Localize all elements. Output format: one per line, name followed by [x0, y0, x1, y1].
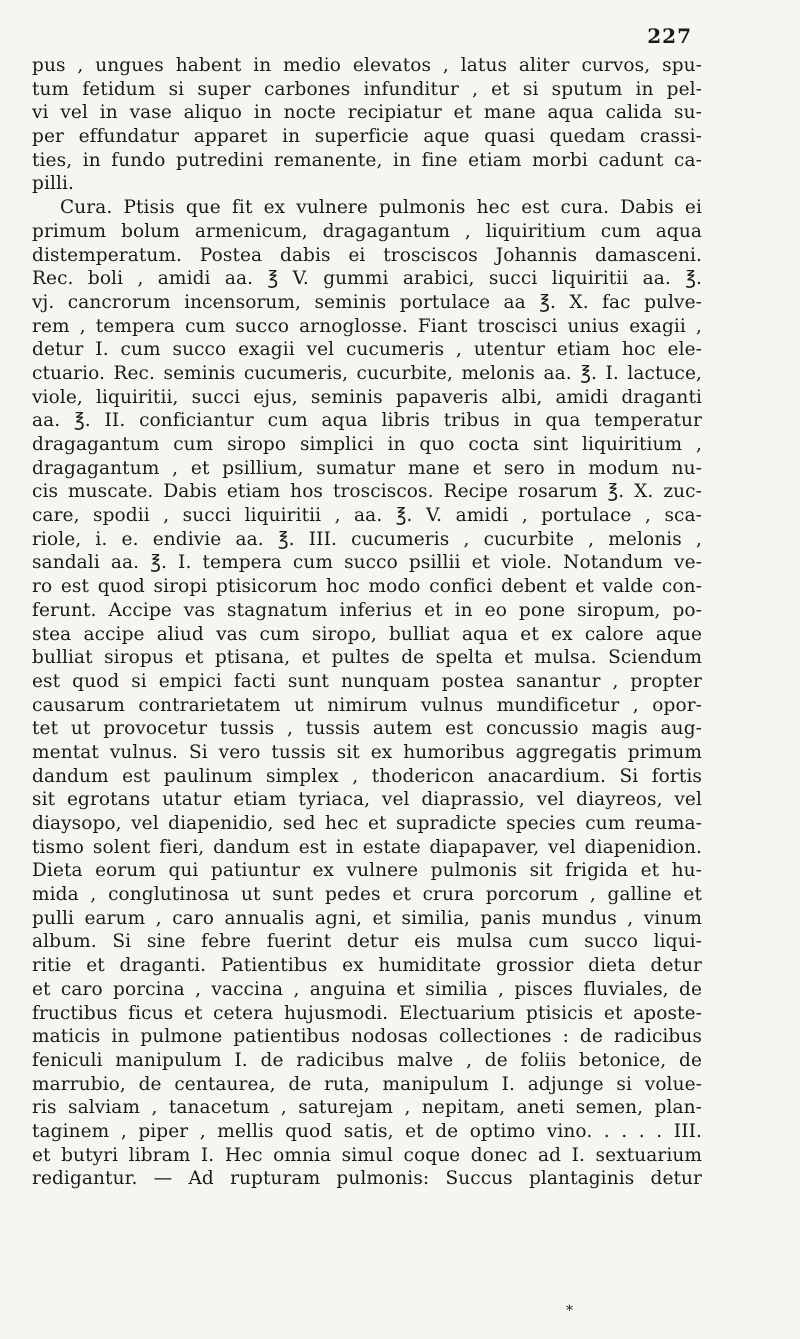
text-line: fructibus ficus et cetera hujusmodi. Electuarium ptisicis et aposte- — [32, 1002, 702, 1024]
text-line: Cura. Ptisis que fit ex vulnere pulmonis hec est cura. Dabis ei — [60, 197, 702, 219]
text-line: diaysopo, vel diapenidio, sed hec et supradicte species cum reuma- — [32, 813, 702, 834]
text-line: mida , conglutinosa ut sunt pedes et crura porcorum , galline et — [32, 884, 702, 906]
signature-marker: * — [566, 1303, 573, 1319]
text-line: per effundatur apparet in superficie aque quasi quedam crassi- — [32, 126, 702, 148]
text-line: Rec. boli , amidi aa. ℥ V. gummi arabici, succi liquiritii aa. ℥. — [32, 268, 702, 290]
text-line: tismo solent fieri, dandum est in estate diapapaver, vel diapenidion. — [32, 836, 702, 858]
text-line: vj. cancrorum incensorum, seminis portulace aa ℥. X. fac pulve- — [32, 291, 702, 313]
text-line: tet ut provocetur tussis , tussis autem est concussio magis aug- — [32, 718, 702, 740]
text-line: ties, in fundo putredini remanente, in fine etiam morbi cadunt ca- — [32, 149, 702, 171]
text-line: care, spodii , succi liquiritii , aa. ℥. V. amidi , portulace , sca- — [32, 505, 702, 527]
text-line: ris salviam , tanacetum , saturejam , nepitam, aneti semen, plan- — [32, 1097, 702, 1119]
text-line: sit egrotans utatur etiam tyriaca, vel diaprassio, vel diayreos, vel — [32, 789, 702, 811]
text-line: redigantur. — Ad rupturam pulmonis: Succus plantaginis detur — [32, 1168, 702, 1190]
text-line: viole, liquiritii, succi ejus, seminis papaveris albi, amidi draganti — [32, 386, 702, 408]
text-line: et butyri libram I. Hec omnia simul coque donec ad I. sextuarium — [32, 1144, 702, 1166]
text-line: dandum est paulinum simplex , thodericon anacardium. Si fortis — [32, 765, 702, 787]
text-line: dragagantum cum siropo simplici in quo cocta sint liquiritium , — [32, 434, 702, 455]
text-line: stea accipe aliud vas cum siropo, bulliat aqua et ex calore aque — [32, 623, 702, 645]
text-line: distemperatum. Postea dabis ei trosciscos Johannis damasceni. — [32, 244, 702, 266]
text-line: maticis in pulmone patientibus nodosas collectiones : de radicibus — [32, 1026, 702, 1048]
text-line: pulli earum , caro annualis agni, et similia, panis mundus , vinum — [32, 907, 702, 929]
text-line: Dieta eorum qui patiuntur ex vulnere pulmonis sit frigida et hu- — [32, 860, 702, 882]
text-line: ctuario. Rec. seminis cucumeris, cucurbite, melonis aa. ℥. I. lactuce, — [32, 362, 702, 384]
body-text — [32, 54, 702, 1191]
text-line: detur I. cum succo exagii vel cucumeris , utentur etiam hoc ele- — [32, 339, 702, 361]
text-line: sandali aa. ℥. I. tempera cum succo psillii et viole. Notandum ve- — [32, 552, 702, 574]
page-number: 227 — [647, 24, 692, 48]
text-line: cis muscate. Dabis etiam hos trosciscos. Recipe rosarum ℥. X. zuc- — [32, 481, 702, 503]
text-line: et caro porcina , vaccina , anguina et similia , pisces fluviales, de — [32, 978, 702, 1000]
text-line: vi vel in vase aliquo in nocte recipiatur et mane aqua calida su- — [32, 102, 702, 124]
text-line: bulliat siropus et ptisana, et pultes de spelta et mulsa. Sciendum — [32, 647, 702, 669]
text-line: est quod si empici facti sunt nunquam postea sanantur , propter — [32, 670, 702, 692]
text-line: ro est quod siropi ptisicorum hoc modo confici debent et valde con- — [32, 576, 702, 598]
text-line: album. Si sine febre fuerint detur eis mulsa cum succo liqui- — [32, 931, 702, 953]
text-line: marrubio, de centaurea, de ruta, manipulum I. adjunge si volue- — [32, 1073, 702, 1095]
text-line: tum fetidum si super carbones infunditur , et si sputum in pel- — [32, 78, 702, 100]
text-line: feniculi manipulum I. de radicibus malve , de foliis betonice, de — [32, 1049, 702, 1071]
text-line: riole, i. e. endivie aa. ℥. III. cucumeris , cucurbite , melonis , — [32, 528, 702, 550]
text-line: rem , tempera cum succo arnoglosse. Fiant troscisci unius exagii , — [32, 315, 702, 337]
text-line: pus , ungues habent in medio elevatos , latus aliter curvos, spu- — [32, 55, 702, 76]
text-line: aa. ℥. II. conficiantur cum aqua libris tribus in qua temperatur — [32, 410, 702, 432]
text-line: ritie et draganti. Patientibus ex humiditate grossior dieta detur — [32, 955, 702, 977]
text-line: pilli. — [32, 173, 74, 195]
text-line: primum bolum armenicum, dragagantum , liquiritium cum aqua — [32, 220, 702, 242]
text-line: dragagantum , et psillium, sumatur mane et sero in modum nu- — [32, 457, 702, 479]
text-line: mentat vulnus. Si vero tussis sit ex humoribus aggregatis primum — [32, 741, 702, 763]
text-line: ferunt. Accipe vas stagnatum inferius et in eo pone siropum, po- — [32, 599, 702, 621]
text-line: taginem , piper , mellis quod satis, et de optimo vino. . . . . III. — [32, 1120, 702, 1142]
text-line: causarum contrarietatem ut nimirum vulnus mundificetur , opor- — [32, 694, 702, 716]
